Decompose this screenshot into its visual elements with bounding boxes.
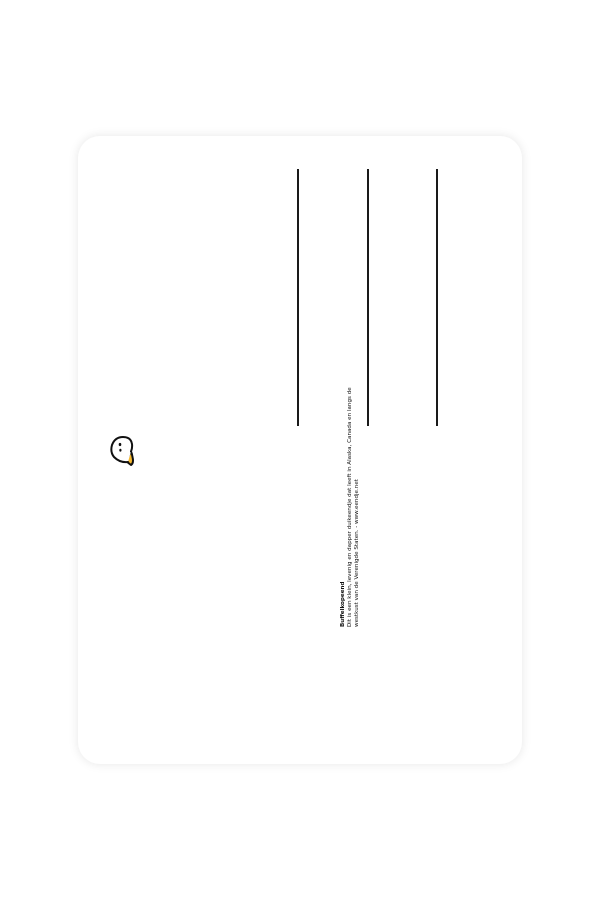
caption-body: Dit is een klein, levenig en dapper duikeendje dat leeft in Alaska, Canada en langs de westkust van de Verenigde Staten. - www.eendje.net — [347, 387, 361, 627]
address-line-3 — [436, 169, 438, 426]
duck-head-icon — [108, 432, 138, 468]
caption — [340, 377, 362, 627]
address-line-1 — [297, 169, 299, 426]
address-line-2 — [367, 169, 369, 426]
caption-title: Buffelkopeend — [340, 581, 346, 627]
postcard-back — [78, 136, 522, 764]
